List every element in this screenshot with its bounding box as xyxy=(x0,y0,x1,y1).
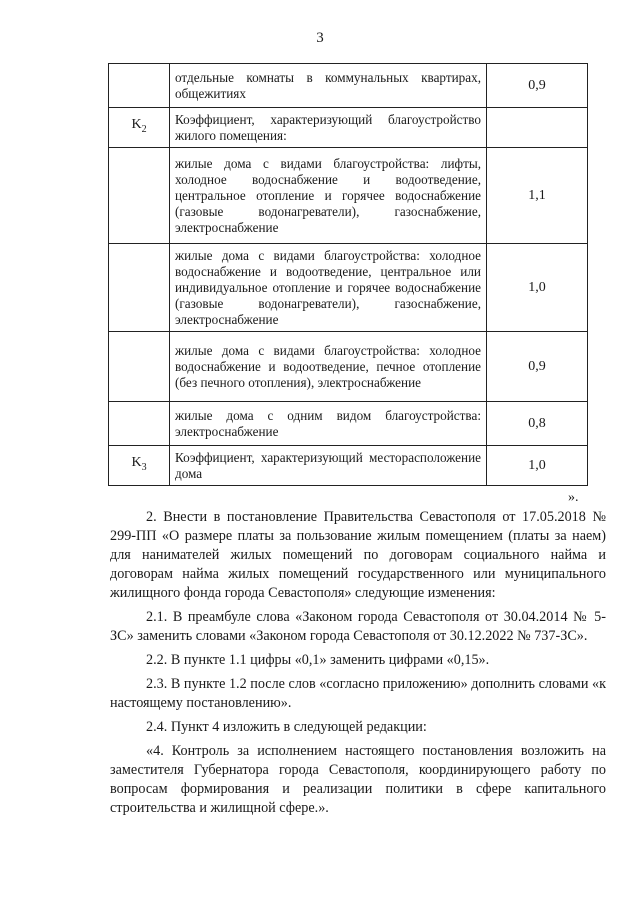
table-row xyxy=(109,108,588,148)
paragraph-2-1: 2.1. В преамбуле слова «Законом города Севастополя от 30.04.2014 № 5-ЗС» заменить словами «Законом города Севастополя от 30.12.2022 № 737-ЗС». xyxy=(110,609,606,644)
coefficient-index: 3 xyxy=(141,461,147,473)
paragraph-2-2: 2.2. В пункте 1.1 цифры «0,1» заменить цифрами «0,15». xyxy=(146,652,490,668)
paragraph-2: 2. Внести в постановление Правительства Севастополя от 17.05.2018 № 299-ПП «О размере платы за пользование жилым помещением (платы за наем) для нанимателей жилых помещений по договорам социального найма и договорам найма жилых помещений государственного или муниципального жилищного фонда города Севастополя» следующие изменения: xyxy=(110,509,606,601)
coefficient-value: 0,9 xyxy=(487,64,588,108)
coefficient-value: 0,9 xyxy=(487,332,588,402)
coefficient-value: 1,0 xyxy=(487,446,588,486)
table-row xyxy=(109,148,588,244)
coefficient-code xyxy=(109,64,170,108)
coefficient-code xyxy=(109,148,170,244)
coefficient-description: жилые дома с видами благоустройства: холодное водоснабжение и водоотведение, центральное или индивидуальное отопление и горячее водоснабжение (газовые водонагреватели), газоснабжение, электроснабжение xyxy=(170,244,487,332)
coefficient-description: жилые дома с одним видом благоустройства: электроснабжение xyxy=(170,402,487,446)
coefficient-value: 1,0 xyxy=(487,244,588,332)
coefficient-code xyxy=(109,108,170,148)
amendment-text xyxy=(110,508,606,818)
coefficient-description: жилые дома с видами благоустройства: лифты, холодное водоснабжение и водоотведение, центральное отопление и горячее водоснабжение (газовые водонагреватели), газоснабжение, электроснабжение xyxy=(170,148,487,244)
table-row xyxy=(109,64,588,108)
paragraph-2-4: 2.4. Пункт 4 изложить в следующей редакции: xyxy=(146,719,427,735)
coefficient-code xyxy=(109,446,170,486)
paragraph-4-new: «4. Контроль за исполнением настоящего постановления возложить на заместителя Губернатора города Севастополя, координирующего работу по вопросам формирования и реализации политики в сфере капитального строительства и жилищной сфере.». xyxy=(110,743,606,816)
quote-close: ». xyxy=(568,490,579,505)
coefficient-description: жилые дома с видами благоустройства: холодное водоснабжение и водоотведение, печное отопление (без печного отопления), электроснабжение xyxy=(170,332,487,402)
coefficient-value: 0,8 xyxy=(487,402,588,446)
table-row xyxy=(109,446,588,486)
coefficient-table-body xyxy=(109,64,588,486)
coefficient-index: 2 xyxy=(141,123,147,135)
coefficient-description: Коэффициент, характеризующий месторасположение дома xyxy=(170,446,487,486)
coefficient-letter: K xyxy=(131,455,142,471)
coefficient-code xyxy=(109,244,170,332)
coefficient-description: отдельные комнаты в коммунальных квартирах, общежитиях xyxy=(170,64,487,108)
coefficient-code xyxy=(109,332,170,402)
coefficient-table xyxy=(108,63,588,486)
paragraph-2-3: 2.3. В пункте 1.2 после слов «согласно приложению» дополнить словами «к настоящему постановлению». xyxy=(110,676,606,711)
table-row xyxy=(109,402,588,446)
coefficient-description: Коэффициент, характеризующий благоустройство жилого помещения: xyxy=(170,108,487,148)
table-row xyxy=(109,244,588,332)
table-row xyxy=(109,332,588,402)
coefficient-value: 1,1 xyxy=(487,148,588,244)
coefficient-letter: K xyxy=(131,117,142,133)
coefficient-value xyxy=(487,108,588,148)
page-number: 3 xyxy=(316,30,324,46)
coefficient-code xyxy=(109,402,170,446)
